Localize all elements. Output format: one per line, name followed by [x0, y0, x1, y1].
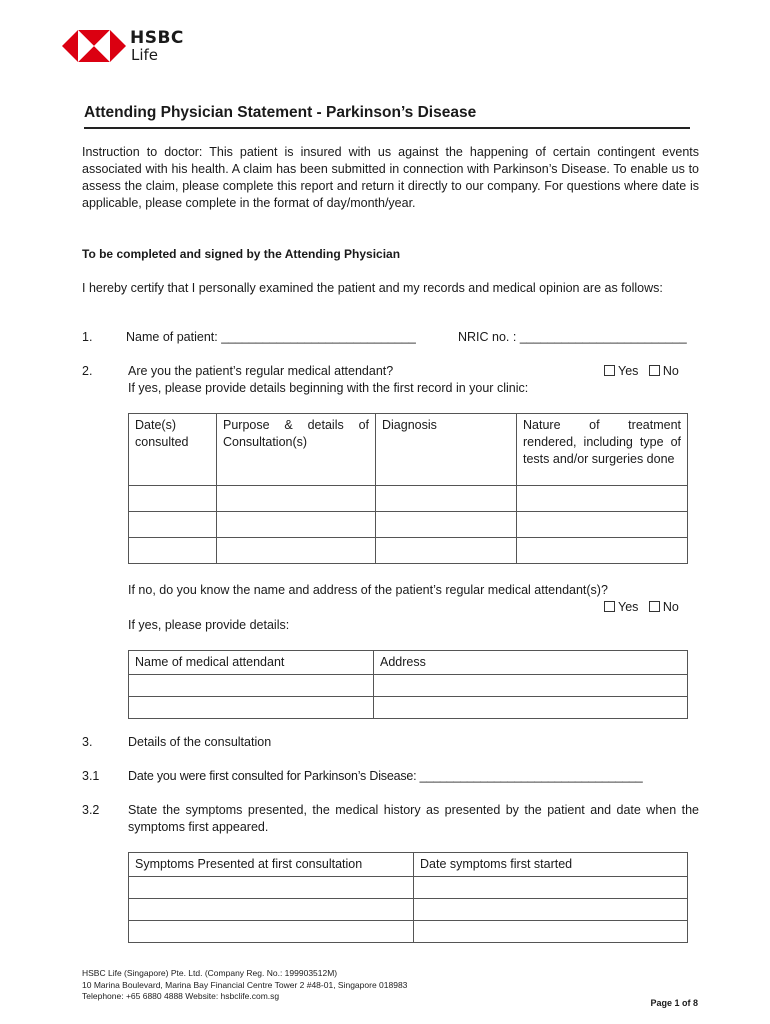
footer-company: HSBC Life (Singapore) Pte. Ltd. (Company Reg. No.: 199903512M) — [82, 968, 338, 978]
symptoms-table — [128, 852, 688, 943]
table-row — [129, 486, 688, 512]
table-row — [129, 899, 688, 921]
q32-number: 3.2 — [82, 803, 100, 817]
footer — [82, 968, 407, 1003]
header-attendant-name: Name of medical attendant — [129, 651, 374, 675]
header-purpose: Purpose & details of Consultation(s) — [217, 414, 376, 486]
table-header-row — [129, 853, 688, 877]
q1-number: 1. — [82, 330, 93, 344]
q3-label: Details of the consultation — [128, 735, 272, 749]
no2-checkbox[interactable] — [649, 601, 660, 612]
no2-label: No — [662, 600, 679, 614]
provide-details: If yes, please provide details: — [128, 618, 290, 632]
hsbc-life-logo — [62, 28, 192, 68]
brand-name: HSBC — [130, 28, 184, 48]
table-row — [129, 697, 688, 719]
no-label: No — [662, 364, 679, 378]
table-row — [129, 675, 688, 697]
first-consulted-field[interactable]: Date you were first consulted for Parkinson’s Disease: _________________________________ — [128, 769, 643, 783]
patient-name-field[interactable]: Name of patient: ____________________________ — [126, 330, 416, 344]
attendant-table — [128, 650, 688, 719]
footer-contact: Telephone: +65 6880 4888 Website: hsbclife.com.sg — [82, 991, 280, 1001]
table-header-row — [129, 651, 688, 675]
q31-number: 3.1 — [82, 769, 100, 783]
header-date-started: Date symptoms first started — [414, 853, 688, 877]
header-treatment: Nature of treatment rendered, including type of tests and/or surgeries done — [517, 414, 688, 486]
header-diagnosis: Diagnosis — [376, 414, 517, 486]
footer-address: 10 Marina Boulevard, Marina Bay Financial Centre Tower 2 #48-01, Singapore 018983 — [82, 979, 408, 990]
table-row — [129, 877, 688, 899]
yes2-label: Yes — [618, 600, 639, 614]
table-row — [129, 538, 688, 564]
table-row — [129, 921, 688, 943]
nric-field[interactable]: NRIC no. : ________________________ — [458, 330, 687, 344]
q3-number: 3. — [82, 735, 93, 749]
table-row — [129, 512, 688, 538]
q32-label: State the symptoms presented, the medical history as presented by the patient and date when the symptoms first appeared. — [128, 803, 699, 834]
q2-followup: If yes, please provide details beginning with the first record in your clinic: — [128, 381, 529, 395]
brand-sub: Life — [131, 46, 159, 64]
table-header-row — [129, 414, 688, 486]
if-no-question: If no, do you know the name and address of the patient’s regular medical attendant(s)? — [128, 583, 608, 597]
q2-options — [604, 364, 679, 378]
if-no-options — [604, 600, 679, 614]
page-title: Attending Physician Statement - Parkinson’s Disease — [84, 104, 477, 121]
instruction-text: Instruction to doctor: This patient is insured with us against the happening of certain contingent events associated with his health. A claim has been submitted in connection with Parkinson’s Disease. To enable us to assess the claim, please complete this report and return it directly to our company. For questions where date is applicable, please complete in the format of day/month/year. — [82, 145, 699, 210]
yes2-checkbox[interactable] — [604, 601, 615, 612]
header-dates: Date(s) consulted — [129, 414, 217, 486]
page-number: Page 1 of 8 — [650, 998, 698, 1008]
title-divider — [84, 127, 690, 129]
header-symptoms: Symptoms Presented at first consultation — [129, 853, 414, 877]
certify-text: I hereby certify that I personally examined the patient and my records and medical opinion are as follows: — [82, 281, 663, 295]
consultation-table — [128, 413, 688, 564]
q2-number: 2. — [82, 364, 93, 378]
hsbc-hexagon-icon — [62, 28, 126, 64]
yes-checkbox[interactable] — [604, 365, 615, 376]
q2-question: Are you the patient’s regular medical attendant? — [128, 364, 394, 378]
signed-heading: To be completed and signed by the Attending Physician — [82, 247, 401, 261]
header-address: Address — [374, 651, 688, 675]
no-checkbox[interactable] — [649, 365, 660, 376]
yes-label: Yes — [618, 364, 639, 378]
